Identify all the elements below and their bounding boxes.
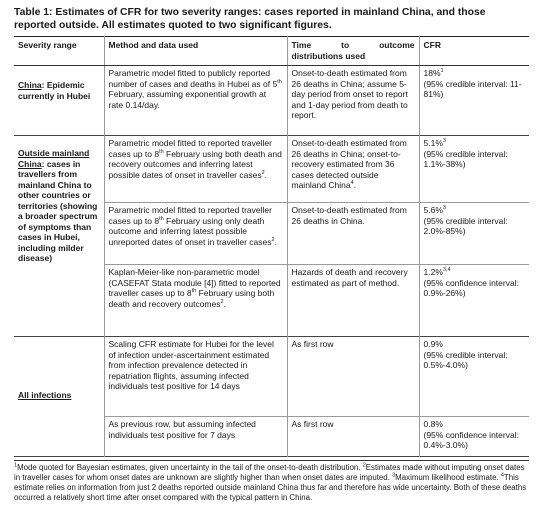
row-4-tod: Hazards of death and recovery estimated as part of method. (287, 265, 419, 337)
group-label-china-underlined: China (18, 80, 42, 90)
row-5-cfr (419, 337, 529, 417)
row-1-cfr (419, 66, 529, 136)
group-label-all-infections (14, 337, 104, 457)
row-4-cfr (419, 265, 529, 337)
header-tod-word-1: Time (291, 40, 312, 50)
row-3-method: Parametric model fitted to reported traveller cases up to 8th February using only death outcome and inferring latest possible unreported dates of onset in traveller cases$^2$. (104, 203, 287, 265)
row-2-tod: Onset-to-death estimated from 26 deaths in China; onset-to-recovery estimated from 36 cases detected outside mainland China$^4$. (287, 136, 419, 203)
group-label-china (14, 66, 104, 136)
row-6-cfr-value: 0.8% (423, 419, 443, 429)
row-4-cfr-value: 1.2% (423, 267, 443, 277)
table-caption: Table 1: Estimates of CFR for two severity ranges: cases reported in mainland China, and those reported outside. All estimates quoted to two significant figures. (14, 7, 486, 31)
header-tod-word-4: distributions used (291, 50, 366, 61)
table-row (14, 337, 529, 417)
group-label-outside (14, 136, 104, 337)
row-5-method: Scaling CFR estimate for Hubei for the level of infection under-ascertainment estimated from infection prevalence detected in repatriation flights, assuming infected individuals test positive for 14 days (104, 337, 287, 417)
row-4-method: Kaplan-Meier-like non-parametric model (CASEFAT Stata module [4]) fitted to reported traveller cases up to 8th February using both death and recovery outcomes$^2$. (104, 265, 287, 337)
row-2-cfr (419, 136, 529, 203)
header-tod-word-2: to (341, 40, 350, 50)
group-label-outside-rest: : cases in travellers from mainland China to other countries or territories (showing a broader spectrum of symptoms than cases in Hubei, including milder disease) (18, 158, 98, 263)
row-1-cfr-footnote-ref: 1 (440, 68, 444, 75)
row-4-cfr-interval: (95% confidence interval: 0.9%-26%) (423, 277, 519, 298)
group-label-china-rest: : Epidemic currently in Hubei (18, 80, 91, 101)
row-2-cfr-footnote-ref: 3 (442, 138, 446, 145)
row-6-method: As previous row, but assuming infected individuals test positive for 7 days (104, 417, 287, 457)
row-5-cfr-value: 0.9% (423, 339, 443, 349)
row-1-cfr-interval: (95% credible interval: 11-81%) (423, 78, 522, 99)
row-5-tod: As first row (287, 337, 419, 417)
header-method: Method and data used (104, 37, 287, 66)
header-time-to-outcome (287, 37, 419, 66)
group-label-all-underlined: All infections (18, 390, 72, 401)
header-tod-word-3: outcome (379, 40, 415, 50)
row-6-cfr-interval: (95% confidence interval: 0.4%-3.0%) (423, 429, 519, 450)
row-3-tod: Onset-to-death estimated from 26 deaths in China. (287, 203, 419, 265)
row-5-cfr-interval: (95% credible interval: 0.5%-4.0%) (423, 349, 508, 370)
row-1-tod: Onset-to-death estimated from 26 deaths in China; assume 5-day period from onset to report and 1-day period from death to report. (287, 66, 419, 136)
header-severity: Severity range (14, 37, 104, 66)
row-1-method: Parametric model fitted to publicly reported number of cases and deaths in Hubei as of 5th February, assuming exponential growth at rate 0.14/day. (104, 66, 287, 136)
row-3-cfr-footnote-ref: 3 (442, 205, 446, 212)
row-3-cfr (419, 203, 529, 265)
row-2-cfr-interval: (95% credible interval: 1.1%-38%) (423, 148, 508, 169)
table-header-row (14, 37, 529, 66)
row-1-cfr-value: 18% (423, 68, 441, 78)
cfr-table (14, 36, 529, 457)
row-6-cfr (419, 417, 529, 457)
row-3-cfr-value: 5.6% (423, 205, 443, 215)
row-2-method: Parametric model fitted to reported traveller cases up to 8th February using both death and recovery outcomes and inferring latest possible dates of onset in traveller cases$^2$. (104, 136, 287, 203)
table-row (14, 66, 529, 136)
table-footnotes: $^1$Mode quoted for Bayesian estimates, given uncertainty in the tail of the onset-to-death distribution. $^2$Estimates made without imputing onset dates in traveller cases for whom onset dates are unknown are slightly higher than when onset dates are imputed. $^3$Maximum likelihood estimate. $^4$This estimate relies on information from just 2 deaths reported outside mainland China thus far and therefore has wide uncertainty. Both of these deaths occurred a relatively short time after onset compared with the typical pattern in China. (14, 460, 529, 503)
row-2-cfr-value: 5.1% (423, 138, 443, 148)
group-label-outside-underlined: Outside mainland China (18, 148, 90, 169)
row-6-tod: As first row (287, 417, 419, 457)
table-row (14, 136, 529, 203)
row-4-cfr-footnote-ref: 3,4 (442, 267, 451, 274)
header-cfr: CFR (419, 37, 529, 66)
row-3-cfr-interval: (95% credible interval: 2.0%-85%) (423, 215, 508, 236)
